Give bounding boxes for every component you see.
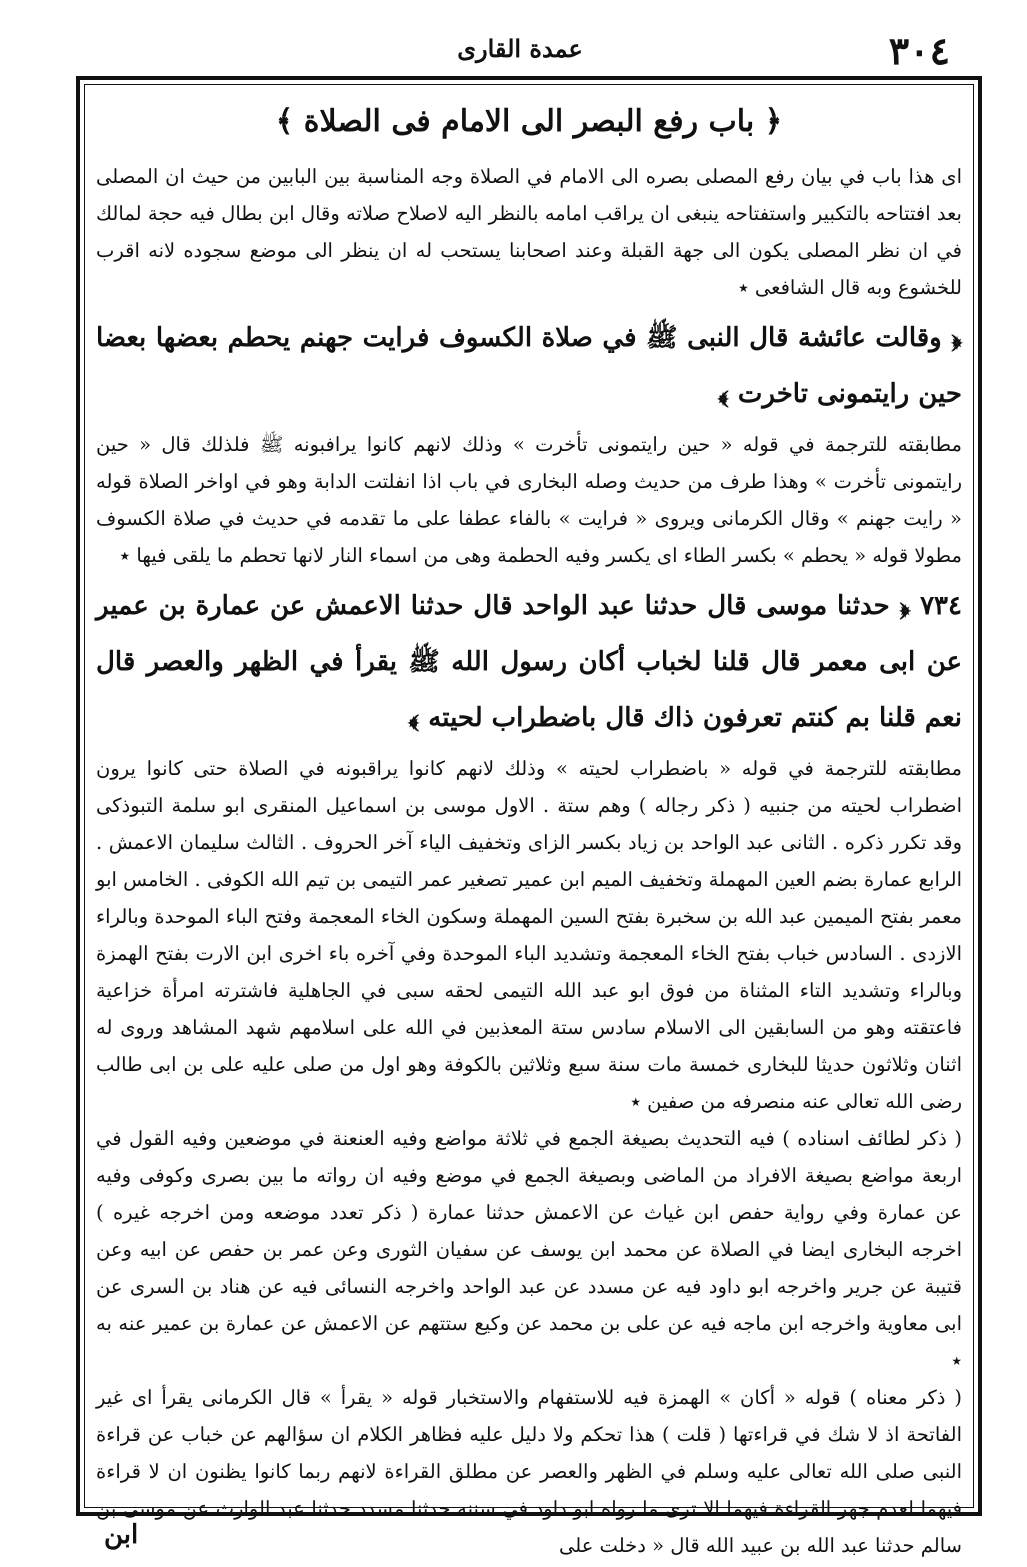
commentary-paragraph: اى هذا باب في بيان رفع المصلى بصره الى الامام في الصلاة وجه المناسبة بين البابين من حيث ان المصلى بعد افتتاحه بالتكبير واستفتاحه ينبغى ان يراقب امامه بالنظر اليه لاصلاح صلاته وقال ابن بطال فيه حجة لمالك في ان نظر المصلى يكون الى جهة القبلة وعند اصحابنا يستحب له ان ينظر الى موضع سجوده لانه اقرب للخشوع وبه قال الشافعى ٭ bbox=[96, 165, 962, 299]
hadith-text: ﴿ وقالت عائشة قال النبى ﷺ في صلاة الكسوف فرايت جهنم يحطم بعضها بعضا حين رايتمونى تاخرت ﴾ bbox=[96, 323, 962, 409]
page-content bbox=[96, 92, 962, 1564]
page-header bbox=[60, 28, 980, 73]
chapter-title: ﴿ باب رفع البصر الى الامام فى الصلاة ﴾ bbox=[275, 104, 783, 139]
commentary-paragraph: مطابقته للترجمة في قوله « حين رايتمونى تأخرت » وذلك لانهم كانوا يرافبونه ﷺ فلذلك قال « حين رايتمونى تأخرت » وهذا طرف من حديث وصله البخارى في باب اذا انفلتت الدابة وهو في اواخر الصلاة قوله « رايت جهنم » وقال الكرمانى ويروى « فرايت » بالفاء عطفا على ما تقدمه في حديث في صلاة الكسوف مطولا قوله « يحطم » بكسر الطاء اى يكسر وفيه الحطمة وهى من اسماء النار لانها تحطم ما يلقى فيها ٭ bbox=[96, 433, 962, 567]
running-title: عمدة القارى bbox=[457, 34, 583, 63]
commentary-paragraph: مطابقته للترجمة في قوله « باضطراب لحيته » وذلك لانهم كانوا يراقبونه في الصلاة حتى كانوا يرون اضطراب لحيته من جنبيه ( ذكر رجاله ) وهم ستة . الاول موسى بن اسماعيل المنقرى ابو سلمة التبوذكى وقد تكرر ذكره . الثانى عبد الواحد بن زياد بكسر الزاى وتخفيف الياء آخر الحروف . الثالث سليمان الاعمش . الرابع عمارة بضم العين المهملة وتخفيف الميم ابن عمير تصغير عمر التيمى بن تيم الله الكوفى . الخامس ابو معمر بفتح الميمين عبد الله بن سخبرة بفتح السين المهملة وسكون الخاء المعجمة وفتح الباء الموحدة وبالراء الازدى . السادس خباب بفتح الخاء المعجمة وتشديد الباء الموحدة وفي آخره باء اخرى ابن الارت بفتح الهمزة وبالراء وتشديد التاء المثناة من فوق ابو عبد الله التيمى لحقه سبى في الجاهلية فاشترته امرأة خزاعية فاعتقته وهو من السابقين الى الاسلام سادس ستة المعذبين في الله على اسلامهم شهد المشاهد وروى له اثنان وثلاثون حديثا للبخارى خمسة مات سنة سبع وثلاثين بالكوفة وهو اول من صلى عليه على بن ابى طالب رضى الله تعالى عنه منصرفه من صفين ٭ bbox=[96, 757, 962, 1113]
catchword: ابن bbox=[104, 1520, 139, 1550]
hadith-text: ٧٣٤ ﴿ حدثنا موسى قال حدثنا عبد الواحد قال حدثنا الاعمش عن عمارة بن عمير عن ابى معمر قال قلنا لخباب أكان رسول الله ﷺ يقرأ في الظهر والعصر قال نعم قلنا بم كنتم تعرفون ذاك قال باضطراب لحيته ﴾ bbox=[96, 591, 962, 733]
commentary-paragraph: ( ذكر معناه ) قوله « أكان » الهمزة فيه للاستفهام والاستخبار قوله « يقرأ » قال الكرمانى يقرأ اى غير الفاتحة اذ لا شك في قراءتها ( قلت ) هذا تحكم ولا دليل عليه فظاهر الكلام ان سؤالهم عن خباب عن قراءة النبى صلى الله تعالى عليه وسلم في الظهر والعصر عن مطلق القراءة لانهم ربما كانوا يظنون ان لا قراءة فيهما لعدم جهر القراءة فيهما الا ترى ما رواه ابو داود في سننه حدثنا مسدد حدثنا عبد الوارث عن موسى بن سالم حدثنا عبد الله بن عبيد الله قال « دخلت على bbox=[96, 1386, 962, 1557]
commentary-paragraph: ( ذكر لطائف اسناده ) فيه التحديث بصيغة الجمع في ثلاثة مواضع وفيه العنعنة في موضعين وفيه القول في اربعة مواضع بصيغة الافراد من الماضى وبصيغة الجمع في موضع وفيه ان رواته ما بين بصرى وكوفى وفيه عن عمارة وفي رواية حفص ابن غياث عن الاعمش حدثنا عمارة ( ذكر تعدد موضعه ومن اخرجه غيره ) اخرجه البخارى ايضا في الصلاة عن محمد ابن يوسف عن سفيان الثورى وعن عمر بن حفص عن ابيه وعن قتيبة عن جرير واخرجه ابو داود فيه عن مسدد عن عبد الواحد واخرجه النسائى فيه عن هناد بن السرى عن ابى معاوية واخرجه ابن ماجه فيه عن على بن محمد عن وكيع ستتهم عن الاعمش عن عمارة بن عمير عنه به ٭ bbox=[96, 1127, 962, 1372]
page-number: ٣٠٤ bbox=[888, 28, 950, 73]
